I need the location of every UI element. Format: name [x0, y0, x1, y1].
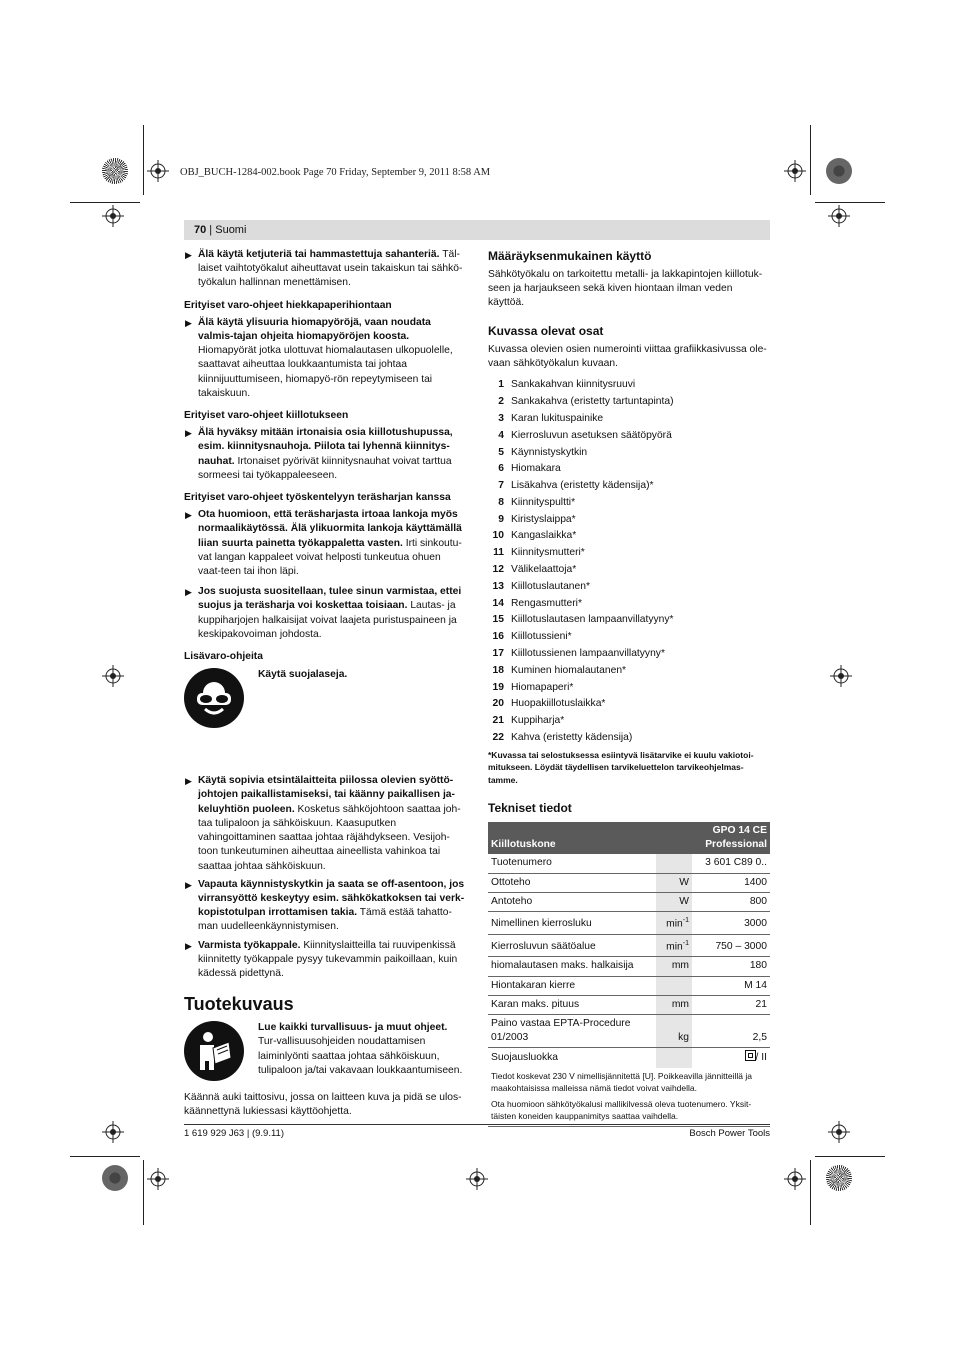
subheading: Erityiset varo-ohjeet kiillotukseen: [184, 410, 349, 422]
registration-mark-icon: [828, 1121, 850, 1143]
page-section: Suomi: [215, 224, 247, 236]
left-column: [184, 248, 466, 1126]
parts-list: [488, 377, 770, 747]
list-item: 3 Karan lukituspainike: [498, 412, 604, 424]
registration-mark-icon: [147, 160, 169, 182]
read-manual-icon: [184, 1021, 244, 1081]
trim-line: [810, 1160, 811, 1225]
table-note: Ota huomioon sähkötyökalusi mallikilvessä oleva tuotenumero. Yksit-täisten koneiden kauppanimitys saattaa vaihdella.: [488, 1096, 770, 1127]
page-number: 70: [194, 224, 207, 236]
section-heading: Tekniset tiedot: [488, 801, 572, 816]
registration-mark-icon: [102, 205, 124, 227]
list-item: 7 Lisäkahva (eristetty kädensija)*: [498, 480, 654, 492]
triangle-bullet-icon: ▶: [185, 428, 192, 439]
safety-bullet: ▶ Ota huomioon, että teräsharjasta irtoaa lankoja myös normaalikäytössä. Älä ylikuormita lankoja käyttämällä liian suurta painetta työkappaletta vasten. Irti sinkoutu-vat langan kappaleet voivat helposti tunkeutua ohuen vaat-teen tai ihon läpi.: [185, 509, 462, 578]
registration-mark-icon: [784, 1168, 806, 1190]
table-row: Suojausluokka / II: [488, 1048, 770, 1068]
page-header: 70 | Suomi: [184, 220, 770, 240]
color-rosette-icon: [102, 158, 128, 184]
list-item: 9 Kiristyslaippa*: [498, 513, 576, 525]
table-row: Hiontakaran kierre M 14: [488, 976, 770, 995]
footer-brand: Bosch Power Tools: [689, 1128, 770, 1139]
list-item: 1 Sankakahvan kiinnitysruuvi: [498, 379, 636, 391]
read-manual-text: Lue kaikki turvallisuus- ja muut ohjeet. Tur-vallisuusohjeiden noudattamisen laiminlyönti saattaa johtaa sähköiskuun, tulipaloon ja/tai vakavaan loukkaantumiseen.: [258, 1022, 463, 1076]
triangle-bullet-icon: ▶: [185, 250, 192, 260]
trim-line: [810, 125, 811, 195]
list-item: 6 Hiomakara: [498, 463, 561, 475]
double-insulation-icon: [745, 1050, 756, 1061]
fold-out-instruction: Käännä auki taittosivu, jossa on laitteen kuva ja pidä se ulos-käännettynä lukiessasi käyttöohjetta.: [184, 1092, 462, 1118]
table-row: Kierrosluvun säätöalue $\min^{-1}$ 750 – 3000: [488, 934, 770, 957]
triangle-bullet-icon: ▶: [185, 940, 192, 951]
table-row: hiomalautasen maks. halkaisija mm 180: [488, 957, 770, 976]
safety-bullet: ▶ Käytä sopivia etsintälaitteita piilossa olevien syöttö-johtojen paikallistamiseksi, tai käänny paikallisen ja-keluyhtiön puoleen. Kosketus sähköjohtoon saattaa joh-taa tulipaloon ja sähköiskuun. Kaasuputken vahingoittaminen saattaa johtaa räjähdykseen. Vesijoh-toon tunkeutuminen aiheuttaa aineellista vahinkoa tai saattaa johtaa sähköiskuun.: [185, 775, 461, 872]
table-row: Paino vastaa EPTA-Procedure 01/2003 kg 2,5: [488, 1014, 770, 1047]
table-row: Antoteho W 800: [488, 892, 770, 911]
right-column: [488, 248, 770, 1127]
table-row: Ottoteho W 1400: [488, 873, 770, 892]
table-header-label: Kiillotuskone: [488, 822, 656, 854]
color-rosette-icon: [826, 158, 852, 184]
trim-line: [815, 202, 885, 203]
footer-doc-number: 1 619 929 J63 | (9.9.11): [184, 1128, 285, 1139]
list-item: 19 Hiomapaperi*: [492, 681, 574, 693]
safety-bullet: ▶ Vapauta käynnistyskytkin ja saata se off-asentoon, jos virransyöttö keskeytyy esim. sähkökatkoksen tai verk-kopistotulpan irrottamisen takia. Tämä estää tahatto-man uudelleenkäynnistymisen.: [185, 878, 465, 933]
safety-bullet: ▶ Älä käytä ketjuteriä tai hammastettuja sahanteriä. Täl-laiset vaihtotyökalut aiheuttavat usein takaiskun tai sähkö-työkalun hallinnan menettämisen.: [185, 249, 463, 289]
subheading: Erityiset varo-ohjeet hiekkapaperihiontaan: [184, 299, 392, 311]
triangle-bullet-icon: ▶: [185, 776, 192, 787]
list-item: 18 Kuminen hiomalautanen*: [492, 664, 627, 676]
list-item: 22 Kahva (eristetty kädensija): [492, 732, 633, 744]
trim-line: [70, 1156, 140, 1157]
list-item: 16 Kiillotussieni*: [492, 631, 572, 643]
section-title: Tuotekuvaus: [184, 994, 294, 1015]
page-footer: [184, 1124, 770, 1139]
registration-mark-icon: [147, 1168, 169, 1190]
registration-mark-icon: [466, 1168, 488, 1190]
print-header: OBJ_BUCH-1284-002.book Page 70 Friday, September 9, 2011 8:58 AM: [180, 167, 491, 178]
trim-line: [143, 125, 144, 195]
safety-bullet: ▶ Jos suojusta suositellaan, tulee sinun varmistaa, ettei suojus ja teräsharja voi koskettaa toisiaan. Lautas- ja kuppiharjojen halkaisijat voivat laajeta puristuspaineen ja keskipakovoiman johdosta.: [185, 586, 462, 640]
parts-intro: Kuvassa olevien osien numerointi viittaa grafiikkasivussa ole-vaan sähkötyökalun kuvaan.: [488, 343, 767, 369]
accessory-footnote: *Kuvassa tai selostuksessa esiintyvä lisätarvike ei kuulu vakiotoi-mitukseen. Löydät täydellisen tarvikeluettelon tarvikeohjelmas-tamme.: [488, 749, 754, 785]
subheading: Lisävaro-ohjeita: [184, 651, 263, 663]
section-heading: Kuvassa olevat osat: [488, 323, 604, 338]
safety-bullet: ▶ Älä käytä ylisuuria hiomapyöröjä, vaan noudata valmis-tajan ohjeita hiomapyöröjen koosta. Hiomapyörät jotka ulottuvat hiomalautasen ulkopuolelle, saattavat aiheuttaa loukkaantumista tai johtaa kiinnijuuttumiseen, hiomapyö-rön repeytymiseen tai takaiskuun.: [185, 316, 453, 399]
list-item: 13 Kiillotuslautanen*: [492, 580, 590, 592]
registration-mark-icon: [102, 665, 124, 687]
intended-use-text: Sähkötyökalu on tarkoitettu metalli- ja lakkapintojen kiillotuk-seen ja harjaukseen sekä kiven hiontaan ilman veden käyttöä.: [488, 269, 763, 309]
subheading: Erityiset varo-ohjeet työskentelyyn teräsharjan kanssa: [184, 492, 451, 504]
goggles-label: Käytä suojalaseja.: [258, 669, 348, 681]
list-item: 14 Rengasmutteri*: [492, 597, 582, 609]
list-item: 5 Käynnistyskytkin: [498, 446, 588, 458]
list-item: 15 Kiillotuslautasen lampaanvillatyyny*: [492, 614, 674, 626]
table-row: Karan maks. pituus mm 21: [488, 995, 770, 1014]
table-row: Nimellinen kierrosluku $\min^{-1}$ 3000: [488, 912, 770, 935]
triangle-bullet-icon: ▶: [185, 879, 192, 890]
list-item: 11 Kiinnitysmutteri*: [493, 547, 585, 559]
list-item: 8 Kiinnityspultti*: [498, 496, 576, 508]
list-item: 17 Kiillotussienen lampaanvillatyyny*: [492, 648, 665, 660]
table-row: Tuotenumero 3 601 C89 0..: [488, 854, 770, 873]
table-header-row: [488, 822, 770, 854]
table-note: Tiedot koskevat 230 V nimellisjännitettä [U]. Poikkeavilla jännitteillä ja maakohtaisissa malleissa nämä tiedot voivat vaihdella.: [491, 1070, 752, 1093]
safety-goggles-icon: [184, 668, 244, 728]
table-header-model: GPO 14 CE Professional: [692, 822, 770, 854]
list-item: 4 Kierrosluvun asetuksen säätöpyörä: [498, 429, 672, 441]
registration-mark-icon: [784, 160, 806, 182]
trim-line: [143, 1160, 144, 1225]
registration-mark-icon: [102, 1121, 124, 1143]
goggles-notice: [184, 668, 466, 728]
triangle-bullet-icon: ▶: [185, 510, 192, 521]
safety-bullet: ▶ Älä hyväksy mitään irtonaisia osia kiillotushupussa, esim. kiinnitysnauhoja. Piilota tai lyhennä kiinnitys-nauhat. Irtonaiset pyörivät kiinnitysnauhat voivat tarttua sormeesi tai työkappaleeseen.: [185, 427, 453, 481]
list-item: 10 Kangaslaikka*: [492, 530, 577, 542]
section-heading: Määräyksenmukainen käyttö: [488, 249, 652, 263]
trim-line: [815, 1156, 885, 1157]
color-rosette-icon: [102, 1165, 128, 1191]
safety-bullet: ▶ Varmista työkappale. Kiinnityslaitteilla tai ruuvipenkissä kiinnitetty työkappale pysyy tukevammin paikoillaan, kuin kädessä pidettynä.: [185, 939, 458, 979]
triangle-bullet-icon: ▶: [185, 587, 192, 598]
list-item: 21 Kuppiharja*: [492, 715, 565, 727]
registration-mark-icon: [830, 665, 852, 687]
trim-line: [70, 202, 140, 203]
list-item: 2 Sankakahva (eristetty tartuntapinta): [498, 396, 674, 408]
list-item: 20 Huopakiillotuslaikka*: [492, 698, 606, 710]
color-rosette-icon: [826, 1165, 852, 1191]
registration-mark-icon: [828, 205, 850, 227]
read-manual-notice: [184, 1021, 466, 1081]
triangle-bullet-icon: ▶: [185, 317, 192, 328]
technical-data-table: [488, 822, 770, 1067]
list-item: 12 Välikelaattoja*: [492, 564, 577, 576]
